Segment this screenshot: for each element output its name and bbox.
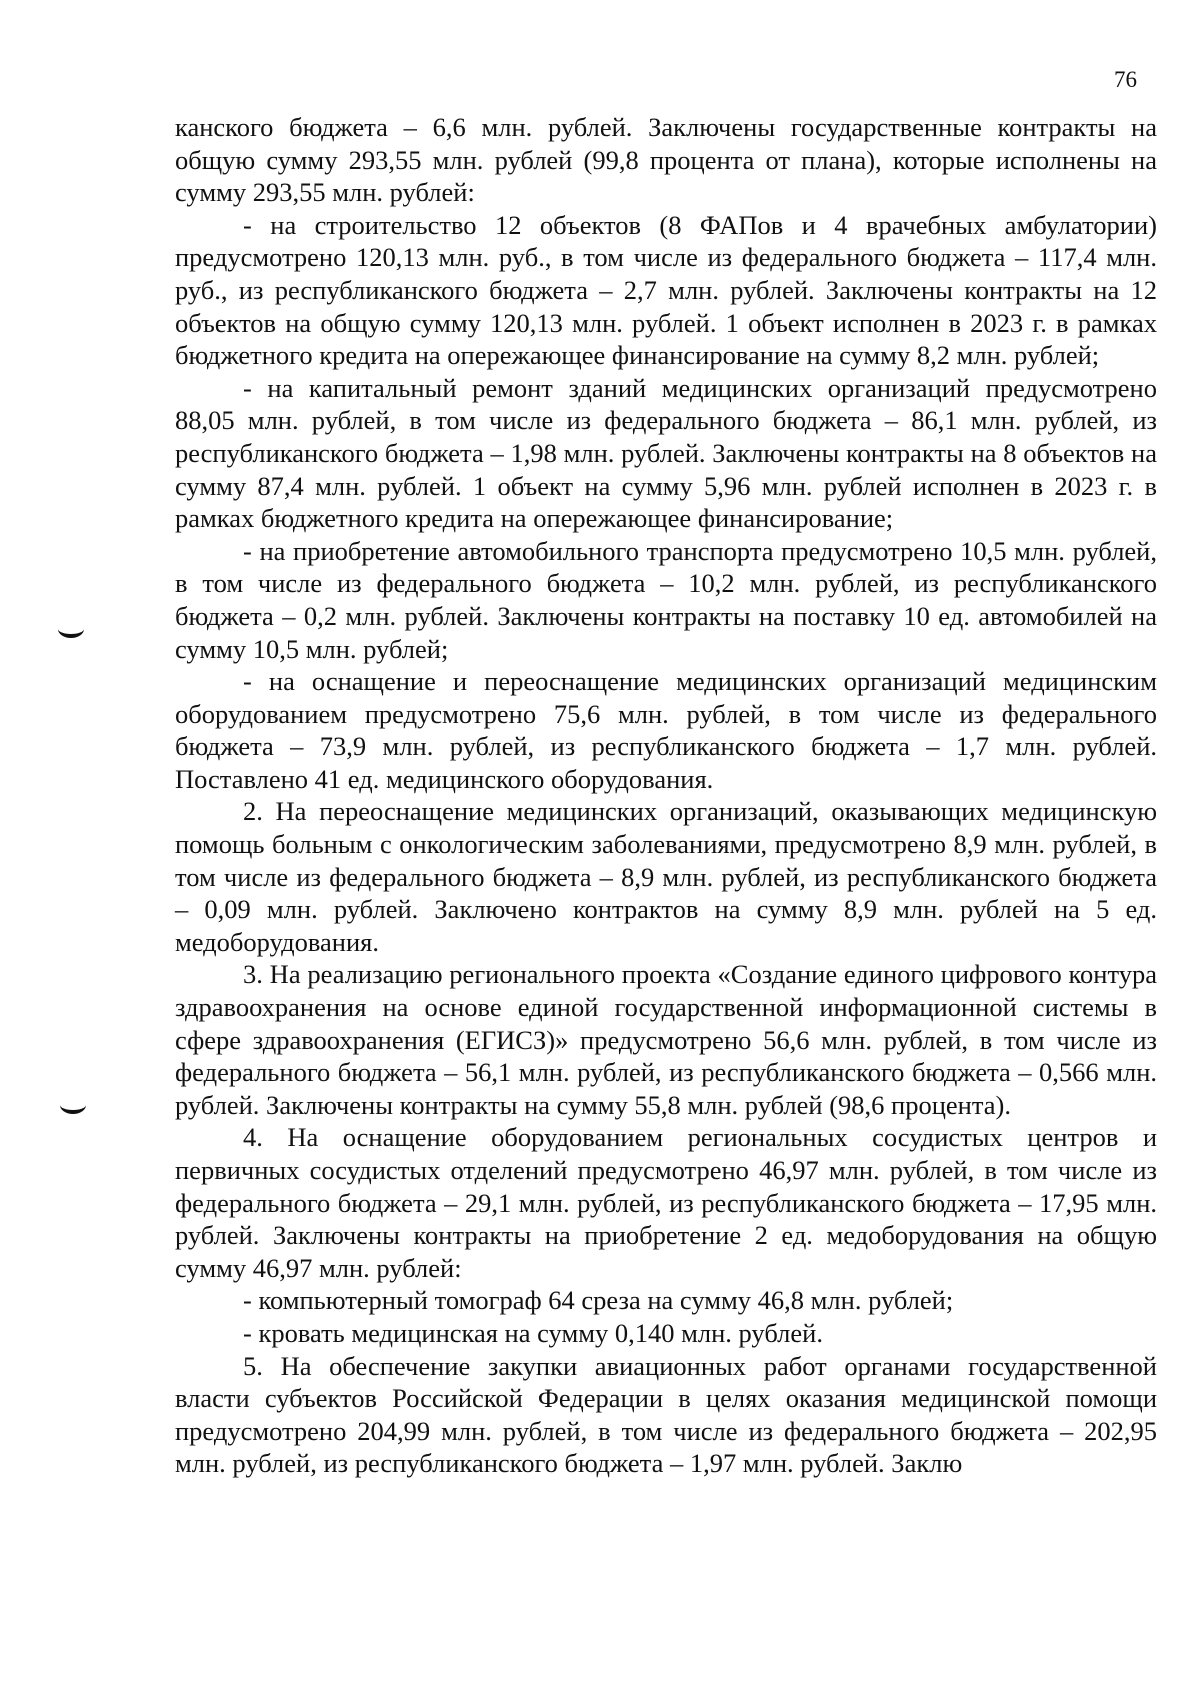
paragraph-continuation: канского бюджета – 6,6 млн. рублей. Заключены государственные контракты на общую сумму 293,55 млн. рублей (99,8 процента от плана), которые исполнены на сумму 293,55 млн. рублей: <box>175 112 1157 208</box>
paragraph-equipment: - на оснащение и переоснащение медицинских организаций медицинским оборудованием предусмотрено 75,6 млн. рублей, в том числе из федерального бюджета – 73,9 млн. рублей, из республиканского бюджета – 1,7 млн. рублей. Поставлено 41 ед. медицинского оборудования. <box>175 666 1157 794</box>
paragraph-capital-repair: - на капитальный ремонт зданий медицинских организаций предусмотрено 88,05 млн. рублей, в том числе из федерального бюджета – 86,1 млн. рублей, из республиканского бюджета – 1,98 млн. рублей. Заключены контракты на 8 объектов на сумму 87,4 млн. рублей. 1 объект на сумму 5,96 млн. рублей исполнен в 2023 г. в рамках бюджетного кредита на опережающее финансирование; <box>175 372 1157 534</box>
paragraph-vehicles: - на приобретение автомобильного транспорта предусмотрено 10,5 млн. рублей, в том числе из федерального бюджета – 10,2 млн. рублей, из республиканского бюджета – 0,2 млн. рублей. Заключены контракты на поставку 10 ед. автомобилей на сумму 10,5 млн. рублей; <box>175 535 1157 664</box>
paragraph-item-2: 2. На переоснащение медицинских организаций, оказывающих медицинскую помощь больным с онкологическим заболеваниями, предусмотрено 8,9 млн. рублей, в том числе из федерального бюджета – 8,9 млн. рублей, из республиканского бюджета – 0,09 млн. рублей. Заключено контрактов на сумму 8,9 млн. рублей на 5 ед. медоборудования. <box>175 796 1157 957</box>
paragraph-item-4: 4. На оснащение оборудованием региональных сосудистых центров и первичных сосудистых отделений предусмотрено 46,97 млн. рублей, в том числе из федерального бюджета – 29,1 млн. рублей, из республиканского бюджета – 17,95 млн. рублей. Заключены контракты на приобретение 2 ед. медоборудования на общую сумму 46,97 млн. рублей: <box>175 1122 1157 1283</box>
binder-mark-bottom <box>60 1096 86 1114</box>
paragraph-tomograph: - компьютерный томограф 64 среза на сумму 46,8 млн. рублей; <box>243 1285 954 1316</box>
document-body <box>175 111 1157 1480</box>
page-number: 76 <box>1114 67 1137 92</box>
paragraph-item-3: 3. На реализацию регионального проекта «Создание единого цифрового контура здравоохранения на основе единой государственной информационной системы в сфере здравоохранения (ЕГИСЗ)» предусмотрено 56,6 млн. рублей, в том числе из федерального бюджета – 56,1 млн. рублей, из республиканского бюджета – 0,566 млн. рублей. Заключены контракты на сумму 55,8 млн. рублей (98,6 процента). <box>175 959 1157 1120</box>
paragraph-bed: - кровать медицинская на сумму 0,140 млн. рублей. <box>243 1317 823 1348</box>
paragraph-construction: - на строительство 12 объектов (8 ФАПов и 4 врачебных амбулатории) предусмотрено 120,13 млн. руб., в том числе из федерального бюджета – 117,4 млн. руб., из республиканского бюджета – 2,7 млн. рублей. Заключены контракты на 12 объектов на общую сумму 120,13 млн. рублей. 1 объект исполнен в 2023 г. в рамках бюджетного кредита на опережающее финансирование на сумму 8,2 млн. рублей; <box>175 209 1157 371</box>
paragraph-item-5: 5. На обеспечение закупки авиационных работ органами государственной власти субъектов Российской Федерации в целях оказания медицинской помощи предусмотрено 204,99 млн. рублей, в том числе из федерального бюджета – 202,95 млн. рублей, из республиканского бюджета – 1,97 млн. рублей. Заклю <box>175 1350 1157 1479</box>
binder-mark-top <box>58 620 84 638</box>
